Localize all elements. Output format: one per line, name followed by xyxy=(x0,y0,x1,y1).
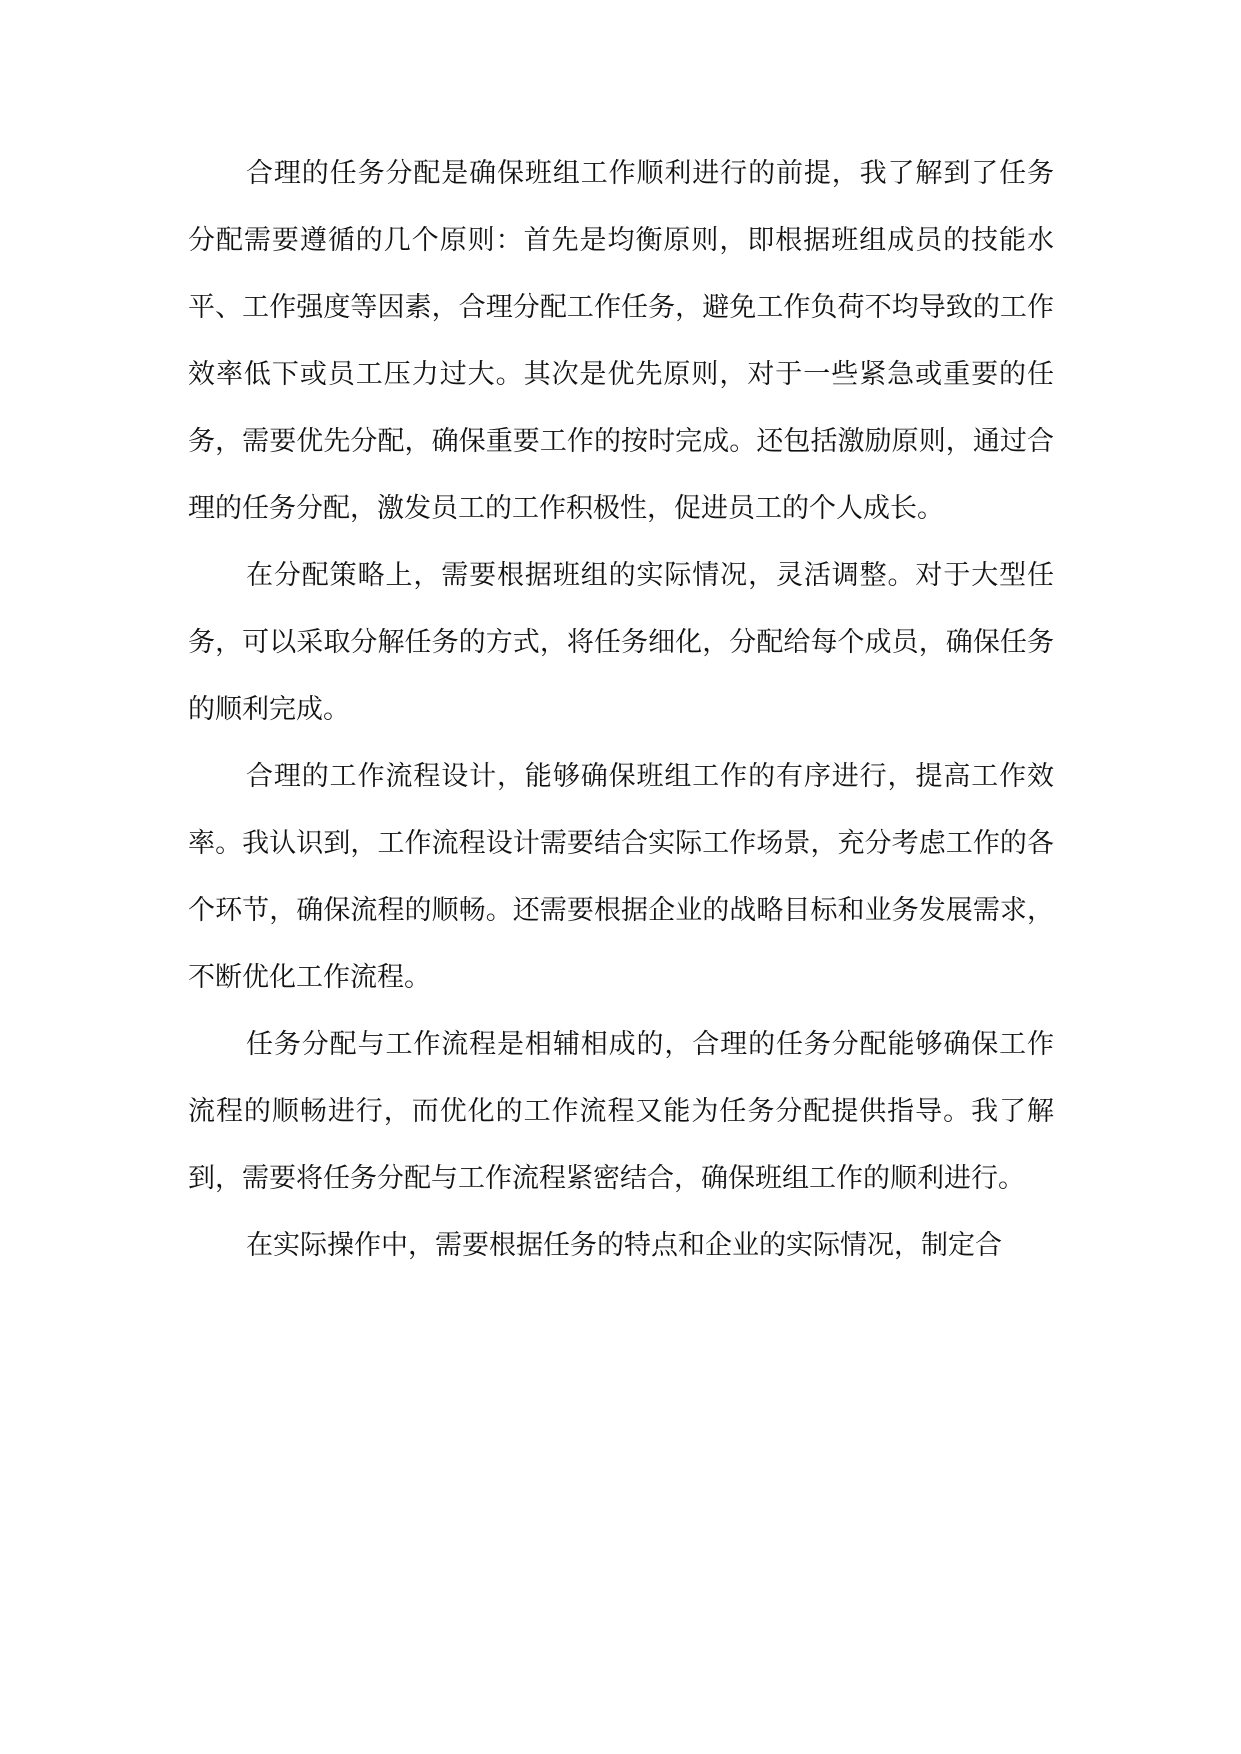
paragraph-task-allocation-principles: 合理的任务分配是确保班组工作顺利进行的前提，我了解到了任务分配需要遵循的几个原则：首先是均衡原则，即根据班组成员的技能水平、工作强度等因素，合理分配工作任务，避免工作负荷不均导致的工作效率低下或员工压力过大。其次是优先原则，对于一些紧急或重要的任务，需要优先分配，确保重要工作的按时完成。还包括激励原则，通过合理的任务分配，激发员工的工作积极性，促进员工的个人成长。 xyxy=(188,158,1054,524)
paragraph-workflow-design: 合理的工作流程设计，能够确保班组工作的有序进行，提高工作效率。我认识到，工作流程设计需要结合实际工作场景，充分考虑工作的各个环节，确保流程的顺畅。还需要根据企业的战略目标和业务发展需求，不断优化工作流程。 xyxy=(188,761,1054,993)
paragraph-allocation-workflow-integration: 任务分配与工作流程是相辅相成的，合理的任务分配能够确保工作流程的顺畅进行，而优化的工作流程又能为任务分配提供指导。我了解到，需要将任务分配与工作流程紧密结合，确保班组工作的顺利进行。 xyxy=(188,1029,1054,1194)
paragraph-allocation-strategy: 在分配策略上，需要根据班组的实际情况，灵活调整。对于大型任务，可以采取分解任务的方式，将任务细化，分配给每个成员，确保任务的顺利完成。 xyxy=(188,560,1054,725)
document-body xyxy=(188,140,1054,1279)
paragraph-practical-operation: 在实际操作中，需要根据任务的特点和企业的实际情况，制定合 xyxy=(246,1230,1002,1261)
